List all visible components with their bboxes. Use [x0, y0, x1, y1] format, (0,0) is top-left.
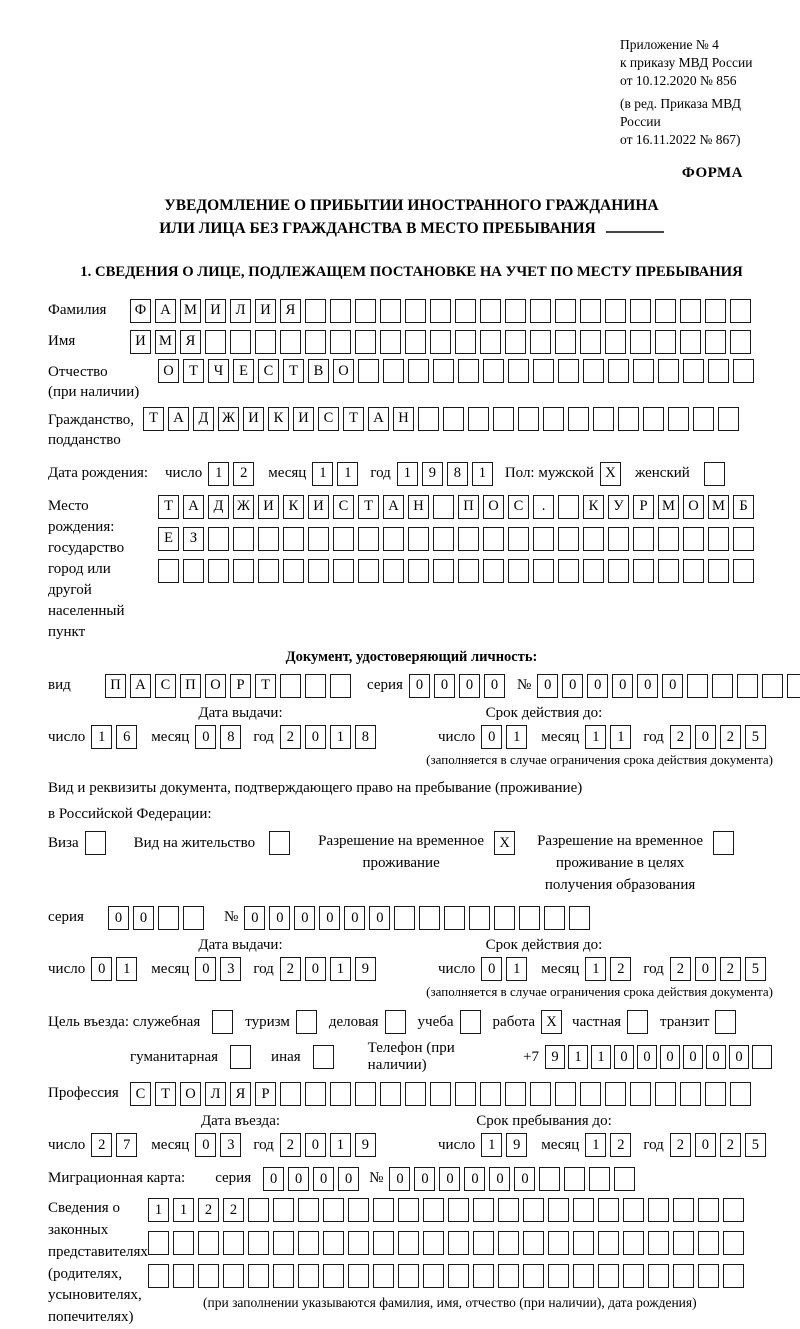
purpose-study-checkbox[interactable]	[460, 1010, 485, 1034]
permit-expiry-note: (заполняется в случае ограничения срока действия документа)	[426, 984, 773, 1000]
phone-label: Телефон (при наличии)	[367, 1040, 455, 1074]
birth-place-row2	[158, 525, 758, 552]
doc-kind-boxes[interactable]: П А С П О Р Т	[105, 674, 355, 698]
guardians-row1	[148, 1196, 748, 1223]
birth-month-boxes[interactable]: 1 1	[312, 462, 362, 486]
permit-issue-month-boxes[interactable]: 0 3	[195, 957, 245, 981]
visa-checkbox[interactable]	[85, 831, 110, 855]
guardians-row3	[148, 1262, 748, 1289]
doc-series-boxes[interactable]: 0 0 0 0	[409, 674, 509, 698]
sex-male-checkbox[interactable]: X	[600, 462, 625, 486]
purpose-humanitarian-checkbox[interactable]	[230, 1045, 255, 1069]
purpose-private-checkbox[interactable]	[627, 1010, 652, 1034]
surname-boxes[interactable]: Ф А М И Л И Я	[130, 299, 755, 323]
birth-place-boxes-3[interactable]	[158, 559, 758, 583]
title-line1: УВЕДОМЛЕНИЕ О ПРИБЫТИИ ИНОСТРАННОГО ГРАЖДАНИНА	[164, 196, 659, 214]
stay-doc-intro	[48, 776, 775, 827]
profession-row	[48, 1080, 775, 1107]
entry-day-boxes[interactable]: 2 7	[91, 1133, 141, 1157]
doc-issue-month-label: месяц	[151, 728, 190, 745]
permit-issue-day-label: число	[48, 960, 86, 977]
permit-expiry-day-boxes[interactable]: 0 1	[481, 957, 531, 981]
permit-options-row	[48, 831, 775, 896]
purpose-row	[48, 1010, 775, 1034]
stay-year-label: год	[643, 1136, 664, 1153]
profession-label: Профессия	[48, 1085, 119, 1102]
birth-place-boxes-1[interactable]: Т А Д Ж И К И С Т А Н П О С . К У Р М О М Б	[158, 495, 758, 519]
entry-date-heading: Дата въезда:	[200, 1113, 281, 1130]
rvp-label: Разрешение на временное проживание	[318, 833, 485, 871]
doc-expiry-note: (заполняется в случае ограничения срока действия документа)	[426, 752, 773, 768]
doc-number-boxes[interactable]: 0 0 0 0 0 0	[537, 674, 800, 698]
birth-date-label: Дата рождения:	[48, 465, 149, 482]
blank-underline	[606, 219, 664, 233]
permit-series-label: серия	[48, 909, 84, 926]
phone-boxes[interactable]: 9 1 1 0 0 0 0 0 0	[545, 1045, 775, 1069]
doc-expiry-day-label: число	[438, 728, 476, 745]
permit-series-row	[48, 904, 775, 931]
permit-issue-year-boxes[interactable]: 2 0 1 9	[280, 957, 380, 981]
stay-until-heading: Срок пребывания до:	[476, 1113, 612, 1130]
purpose-other-checkbox[interactable]	[313, 1045, 338, 1069]
birth-year-boxes[interactable]: 1 9 8 1	[397, 462, 497, 486]
doc-issue-month-boxes[interactable]: 0 8	[195, 725, 245, 749]
birth-place-label: Место рождения: государство город или другой населенный пункт	[48, 498, 125, 641]
residence-label: Вид на жительство	[133, 835, 256, 852]
permit-issue-day-boxes[interactable]: 0 1	[91, 957, 141, 981]
purpose-label: Цель въезда: служебная	[48, 1013, 201, 1030]
stay-doc-line1: Вид и реквизиты документа, подтверждающего право на пребывание (проживание)	[48, 780, 583, 797]
purpose-work-checkbox[interactable]: X	[541, 1010, 566, 1034]
purpose-tourism-label: туризм	[245, 1013, 290, 1030]
patronymic-row	[48, 359, 775, 403]
guardians-label: Сведения о законных представителях (родителях, усыновителях, попечителях)	[48, 1200, 148, 1326]
citizenship-label: Гражданство, подданство	[48, 411, 135, 448]
permit-expiry-year-label: год	[643, 960, 664, 977]
edition-line: от 16.11.2022 № 867)	[620, 131, 741, 147]
permit-expiry-month-label: месяц	[541, 960, 580, 977]
guardians-block	[48, 1196, 775, 1329]
rvp-edu-option	[537, 831, 738, 896]
doc-expiry-day-boxes[interactable]: 0 1	[481, 725, 531, 749]
purpose-study-label: учеба	[417, 1013, 454, 1030]
rvp-edu-checkbox[interactable]	[713, 831, 738, 855]
purpose-tourism-checkbox[interactable]	[296, 1010, 321, 1034]
guardians-note: (при заполнении указываются фамилия, имя, отчество (при наличии), дата рождения)	[203, 1295, 697, 1311]
purpose-row2	[48, 1040, 775, 1074]
purpose-private-label: частная	[572, 1013, 622, 1030]
doc-number-label: №	[516, 677, 532, 694]
title-line2: ИЛИ ЛИЦА БЕЗ ГРАЖДАНСТВА В МЕСТО ПРЕБЫВАНИЯ	[159, 219, 596, 237]
sex-female-checkbox[interactable]	[704, 462, 729, 486]
entry-year-label: год	[253, 1136, 274, 1153]
doc-issue-year-boxes[interactable]: 2 0 1 8	[280, 725, 380, 749]
permit-dates	[48, 937, 775, 981]
guardians-boxes-3[interactable]	[148, 1264, 748, 1288]
identity-doc-dates	[48, 705, 775, 749]
purpose-business-label: деловая	[328, 1013, 379, 1030]
permit-issue-heading: Дата выдачи:	[198, 937, 283, 954]
birth-place-row3	[158, 557, 758, 584]
stay-month-boxes[interactable]: 1 2	[585, 1133, 635, 1157]
doc-issue-heading: Дата выдачи:	[198, 705, 283, 722]
appendix-line: к приказу МВД России	[620, 54, 753, 70]
mig-series-boxes[interactable]: 0 0 0 0	[263, 1167, 363, 1191]
rvp-edu-label: Разрешение на временное проживание в целях получения образования	[537, 833, 704, 893]
guardians-boxes-2[interactable]	[148, 1231, 748, 1255]
patronymic-label: Отчество (при наличии)	[48, 364, 140, 401]
appendix-line: Приложение № 4	[620, 37, 719, 52]
permit-issue-year-label: год	[253, 960, 274, 977]
birth-place-row1	[158, 493, 758, 520]
entry-dates	[48, 1113, 775, 1157]
rvp-checkbox[interactable]: X	[494, 831, 519, 855]
migration-card-row	[48, 1165, 775, 1192]
migration-card-label: Миграционная карта:	[48, 1170, 186, 1187]
doc-issue-day-label: число	[48, 728, 86, 745]
residence-checkbox[interactable]	[269, 831, 294, 855]
visa-option	[48, 831, 110, 855]
doc-expiry-year-label: год	[643, 728, 664, 745]
surname-row	[48, 297, 775, 324]
doc-kind-label: вид	[48, 677, 71, 694]
residence-option	[134, 831, 294, 855]
page-title	[48, 194, 775, 241]
guardians-row2	[148, 1229, 748, 1256]
section1-heading: 1. СВЕДЕНИЯ О ЛИЦЕ, ПОДЛЕЖАЩЕМ ПОСТАНОВКЕ НА УЧЕТ ПО МЕСТУ ПРЕБЫВАНИЯ	[80, 264, 743, 281]
surname-label: Фамилия	[48, 302, 107, 319]
entry-month-label: месяц	[151, 1136, 190, 1153]
sex-label: Пол: мужской	[504, 465, 594, 482]
sex-female-label: женский	[634, 465, 690, 482]
citizenship-row	[48, 407, 775, 451]
name-boxes[interactable]: И М Я	[130, 330, 755, 354]
entry-year-boxes[interactable]: 2 0 1 9	[280, 1133, 380, 1157]
form-label: ФОРМА	[681, 164, 743, 181]
birth-place-block	[48, 493, 775, 643]
purpose-work-label: работа	[492, 1013, 536, 1030]
permit-number-label: №	[224, 909, 239, 926]
guardians-boxes-1[interactable]: 1 1 2 2	[148, 1198, 748, 1222]
purpose-transit-checkbox[interactable]	[715, 1010, 740, 1034]
edition-line: (в ред. Приказа МВД России	[620, 95, 741, 129]
identity-doc-heading: Документ, удостоверяющий личность:	[285, 649, 538, 666]
permit-expiry-year-boxes[interactable]: 2 0 2 5	[670, 957, 770, 981]
stay-day-boxes[interactable]: 1 9	[481, 1133, 531, 1157]
visa-label: Виза	[48, 835, 79, 852]
doc-expiry-month-label: месяц	[541, 728, 580, 745]
birth-date-row	[48, 460, 775, 487]
doc-expiry-heading: Срок действия до:	[485, 705, 603, 722]
identity-doc-row	[48, 672, 775, 699]
birth-year-label: год	[370, 465, 391, 482]
birth-day-boxes[interactable]: 1 2	[208, 462, 258, 486]
permit-issue-month-label: месяц	[151, 960, 190, 977]
purpose-business-checkbox[interactable]	[385, 1010, 410, 1034]
stay-year-boxes[interactable]: 2 0 2 5	[670, 1133, 770, 1157]
name-label: Имя	[48, 333, 76, 350]
doc-expiry-year-boxes[interactable]: 2 0 2 5	[670, 725, 770, 749]
mig-series-label: серия	[215, 1170, 252, 1187]
permit-series-boxes[interactable]: 0 0	[108, 906, 208, 930]
permit-expiry-heading: Срок действия до:	[485, 937, 603, 954]
stay-day-label: число	[438, 1136, 476, 1153]
doc-issue-day-boxes[interactable]: 1 6	[91, 725, 141, 749]
mig-number-boxes[interactable]: 0 0 0 0 0 0	[389, 1167, 639, 1191]
doc-expiry-month-boxes[interactable]: 1 1	[585, 725, 635, 749]
profession-boxes[interactable]: С Т О Л Я Р	[130, 1082, 755, 1106]
permit-expiry-month-boxes[interactable]: 1 2	[585, 957, 635, 981]
doc-series-label: серия	[367, 677, 403, 694]
mig-number-label: №	[369, 1170, 384, 1187]
purpose-official-checkbox[interactable]	[212, 1010, 237, 1034]
purpose-humanitarian-label: гуманитарная	[130, 1048, 219, 1065]
permit-number-boxes[interactable]: 0 0 0 0 0 0	[244, 906, 594, 930]
entry-day-label: число	[48, 1136, 86, 1153]
name-row	[48, 328, 775, 355]
patronymic-boxes[interactable]: О Т Ч Е С Т В О	[158, 359, 758, 383]
permit-expiry-day-label: число	[438, 960, 476, 977]
birth-day-label: число	[165, 465, 203, 482]
purpose-other-label: иная	[271, 1048, 301, 1065]
birth-month-label: месяц	[268, 465, 307, 482]
stay-doc-line2: в Российской Федерации:	[48, 805, 212, 822]
legal-header	[620, 36, 775, 149]
phone-prefix: +7	[523, 1048, 539, 1065]
entry-month-boxes[interactable]: 0 3	[195, 1133, 245, 1157]
appendix-line: от 10.12.2020 № 856	[620, 72, 737, 88]
doc-issue-year-label: год	[253, 728, 274, 745]
rvp-option	[318, 831, 519, 875]
citizenship-boxes[interactable]: Т А Д Ж И К И С Т А Н	[143, 407, 743, 431]
birth-place-boxes-2[interactable]: Е З	[158, 527, 758, 551]
purpose-transit-label: транзит	[660, 1013, 710, 1030]
stay-month-label: месяц	[541, 1136, 580, 1153]
